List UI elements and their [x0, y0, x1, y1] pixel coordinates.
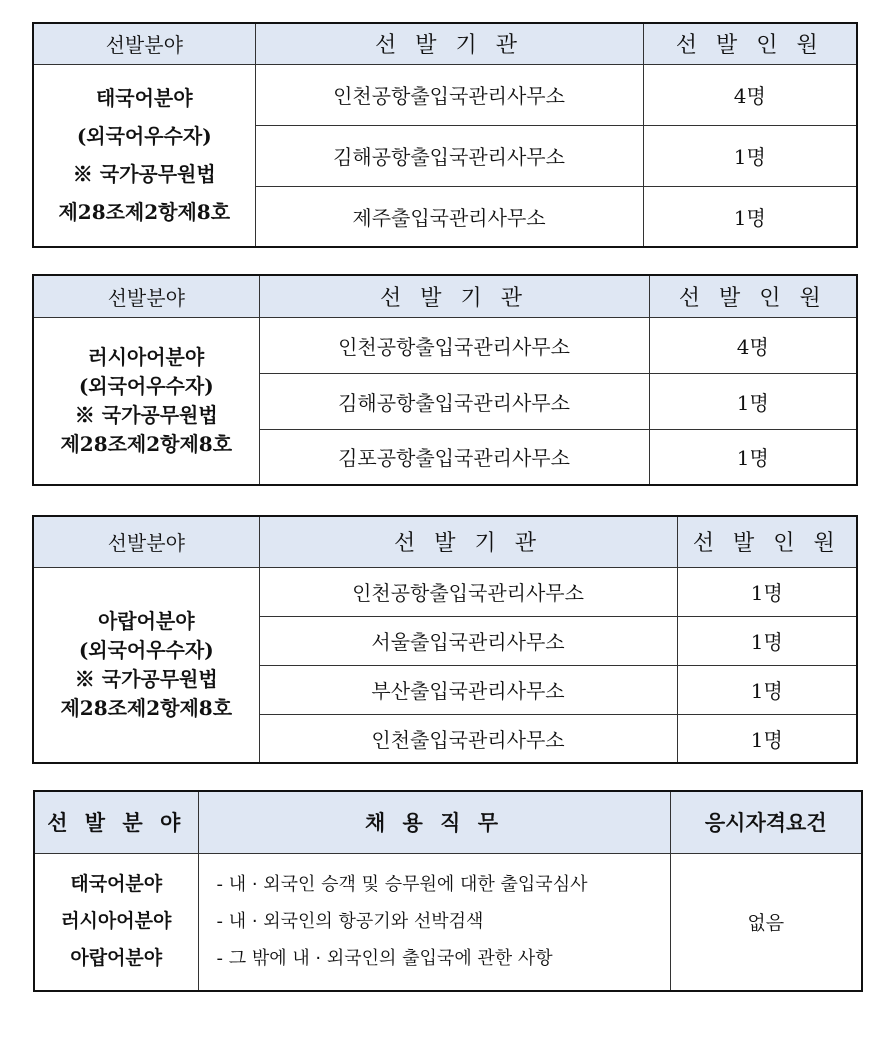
- count-cell: 4명: [643, 64, 857, 125]
- count-cell: 1명: [677, 665, 857, 714]
- org-cell: 서울출입국관리사무소: [259, 616, 677, 665]
- field-line: 제28조제2항제8호: [60, 695, 233, 720]
- field-list-cell: [34, 853, 198, 991]
- field-line: (외국어우수자): [78, 373, 214, 398]
- header-field: 선 발 분 야: [34, 791, 198, 853]
- header-org: 선 발 기 관: [255, 23, 643, 64]
- header-duty: 채 용 직 무: [198, 791, 670, 853]
- org-cell: 김포공항출입국관리사무소: [259, 429, 649, 485]
- field-line: (외국어우수자): [78, 637, 214, 662]
- selection-table-russian: [32, 274, 858, 486]
- header-field: 선발분야: [33, 23, 255, 64]
- duty-summary-table: [33, 790, 863, 992]
- header-requirement: 응시자격요건: [670, 791, 862, 853]
- field-line: ※ 국가공무원법: [74, 402, 218, 427]
- header-count: 선 발 인 원: [677, 516, 857, 567]
- count-cell: 4명: [649, 317, 857, 373]
- count-cell: 1명: [677, 616, 857, 665]
- field-line: 제28조제2항제8호: [58, 200, 231, 225]
- table-header-row: [33, 275, 857, 317]
- org-cell: 인천공항출입국관리사무소: [259, 317, 649, 373]
- field-line: 러시아어분야: [61, 910, 172, 933]
- header-org: 선 발 기 관: [259, 516, 677, 567]
- count-cell: 1명: [643, 186, 857, 247]
- field-line: ※ 국가공무원법: [72, 162, 216, 187]
- selection-table-thai: [32, 22, 858, 248]
- duty-item: - 그 밖에 내 · 외국인의 출입국에 관한 사항: [216, 948, 553, 970]
- count-cell: 1명: [643, 125, 857, 186]
- table-header-row: [33, 516, 857, 567]
- header-count: 선 발 인 원: [643, 23, 857, 64]
- field-line: 아랍어분야: [70, 947, 163, 970]
- header-org: 선 발 기 관: [259, 275, 649, 317]
- header-field: 선발분야: [33, 275, 259, 317]
- org-cell: 인천공항출입국관리사무소: [259, 567, 677, 616]
- field-line: 태국어분야: [70, 873, 163, 896]
- count-cell: 1명: [649, 429, 857, 485]
- org-cell: 인천공항출입국관리사무소: [255, 64, 643, 125]
- field-line: ※ 국가공무원법: [74, 666, 218, 691]
- table-row: [34, 853, 862, 991]
- field-line: 아랍어분야: [97, 608, 195, 633]
- field-line: 러시아어분야: [88, 344, 205, 369]
- requirement-cell: 없음: [670, 853, 862, 991]
- header-count: 선 발 인 원: [649, 275, 857, 317]
- header-field: 선발분야: [33, 516, 259, 567]
- table-row: [33, 317, 857, 373]
- org-cell: 제주출입국관리사무소: [255, 186, 643, 247]
- org-cell: 인천출입국관리사무소: [259, 714, 677, 763]
- org-cell: 김해공항출입국관리사무소: [259, 373, 649, 429]
- table-row: [33, 64, 857, 125]
- field-line: 제28조제2항제8호: [60, 431, 233, 456]
- field-cell: [33, 64, 255, 247]
- field-cell: [33, 567, 259, 763]
- field-line: (외국어우수자): [76, 124, 212, 149]
- table-header-row: [33, 23, 857, 64]
- duties-cell: [198, 853, 670, 991]
- duty-item: - 내 · 외국인의 항공기와 선박검색: [216, 911, 484, 933]
- org-cell: 부산출입국관리사무소: [259, 665, 677, 714]
- duty-item: - 내 · 외국인 승객 및 승무원에 대한 출입국심사: [216, 874, 588, 896]
- count-cell: 1명: [649, 373, 857, 429]
- count-cell: 1명: [677, 567, 857, 616]
- field-line: 태국어분야: [95, 86, 193, 111]
- selection-table-arabic: [32, 515, 858, 764]
- table-header-row: [34, 791, 862, 853]
- org-cell: 김해공항출입국관리사무소: [255, 125, 643, 186]
- table-row: [33, 567, 857, 616]
- field-cell: [33, 317, 259, 485]
- count-cell: 1명: [677, 714, 857, 763]
